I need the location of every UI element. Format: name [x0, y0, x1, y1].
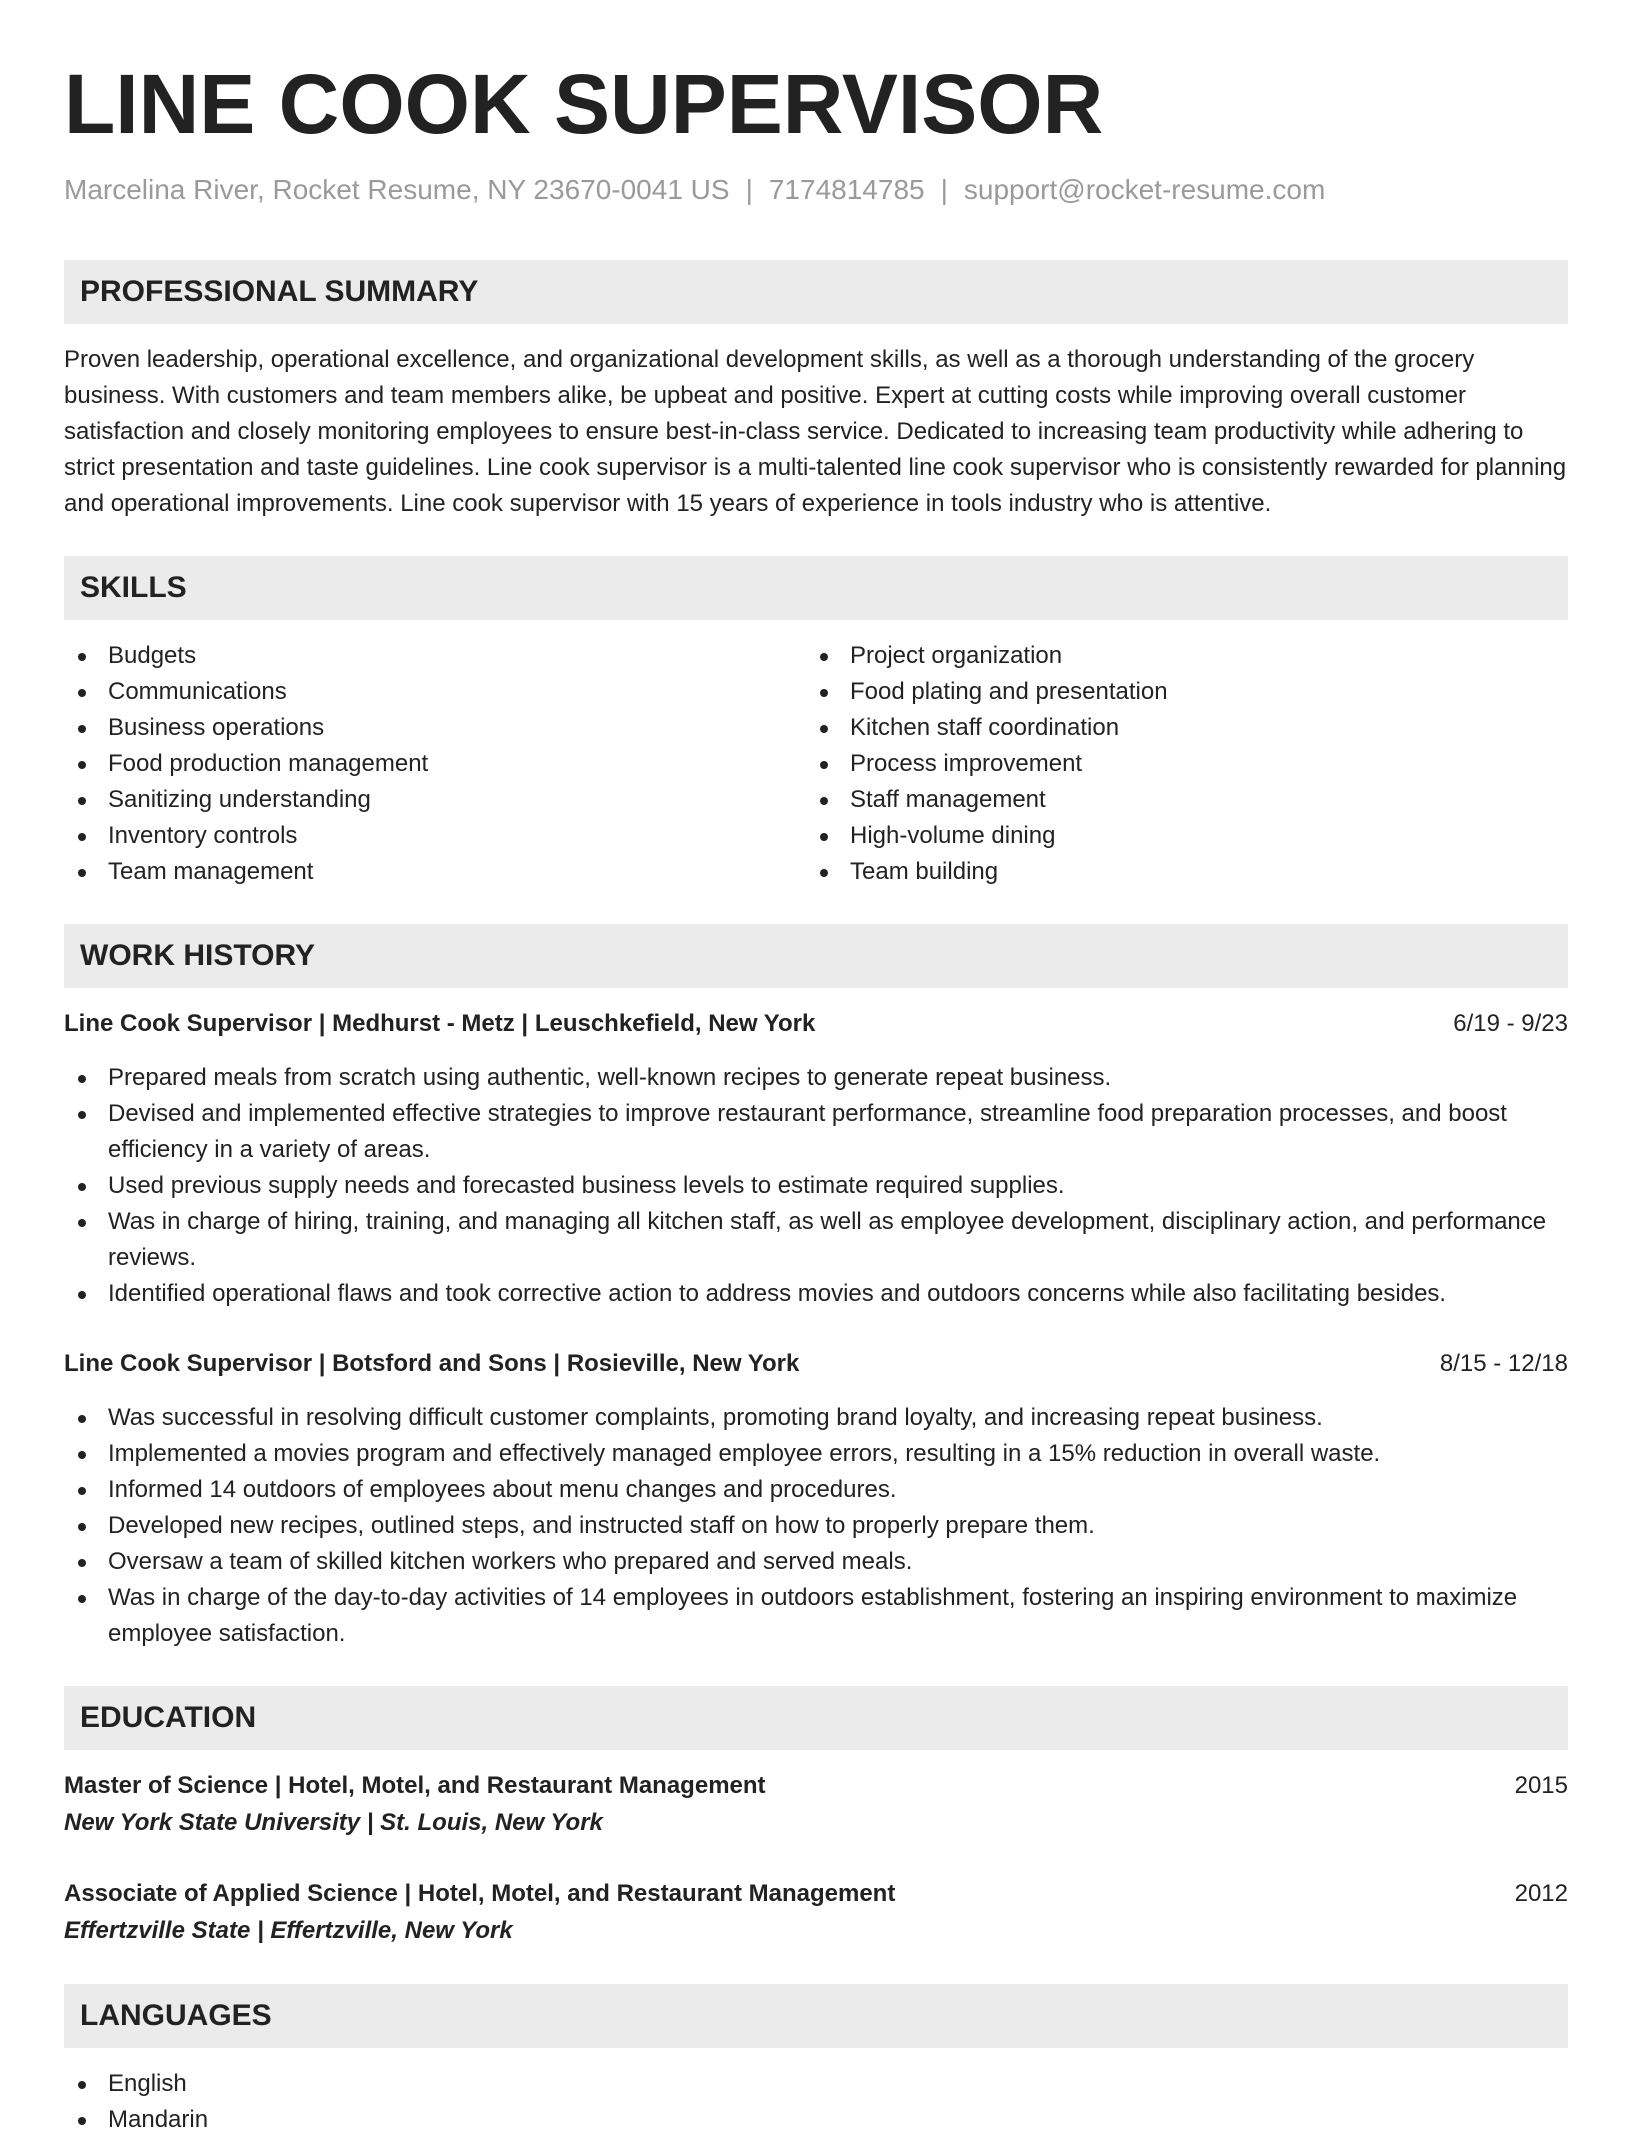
skill-item: Sanitizing understanding — [64, 782, 806, 818]
skill-item: Food plating and presentation — [806, 674, 1548, 710]
education-entry — [64, 1876, 1568, 1950]
section-heading-summary: PROFESSIONAL SUMMARY — [64, 260, 1568, 324]
section-heading-skills: SKILLS — [64, 556, 1568, 620]
job-bullet: Developed new recipes, outlined steps, and instructed staff on how to properly prepare them. — [64, 1508, 1568, 1544]
skill-item: Business operations — [64, 710, 806, 746]
job-entry — [64, 1006, 1568, 1312]
education-school: New York State University | St. Louis, New York — [64, 1809, 603, 1836]
language-item: Mandarin — [64, 2102, 1568, 2138]
contact-separator: | — [940, 174, 948, 205]
education-entry — [64, 1768, 1568, 1842]
contact-separator: | — [745, 174, 753, 205]
contact-address: Marcelina River, Rocket Resume, NY 23670-0041 US — [64, 174, 730, 205]
skill-item: Inventory controls — [64, 818, 806, 854]
skill-item: Team management — [64, 854, 806, 890]
skill-item: Budgets — [64, 638, 806, 674]
education-degree: Associate of Applied Science | Hotel, Motel, and Restaurant Management — [64, 1880, 896, 1907]
contact-phone: 7174814785 — [768, 174, 925, 205]
language-item: English — [64, 2066, 1568, 2102]
education-degree: Master of Science | Hotel, Motel, and Restaurant Management — [64, 1772, 766, 1799]
job-title: Line Cook Supervisor | Botsford and Sons | Rosieville, New York — [64, 1350, 800, 1377]
skills-list — [64, 638, 1568, 890]
section-heading-languages: LANGUAGES — [64, 1984, 1568, 2048]
education-year: 2012 — [1514, 1880, 1568, 1907]
summary-text: Proven leadership, operational excellence, and organizational development skills, as well as a thorough understanding of the grocery business. With customers and team members alike, be upbeat and positive. Expert at cutting costs while improving overall customer satisfaction and closely monitoring employees to ensure best-in-class service. Dedicated to increasing team productivity while adhering to strict presentation and taste guidelines. Line cook supervisor is a multi-talented line cook supervisor who is consistently rewarded for planning and operational improvements. Line cook supervisor with 15 years of experience in tools industry who is attentive. — [64, 346, 1567, 517]
skills-column-left — [64, 638, 806, 890]
job-bullet: Informed 14 outdoors of employees about menu changes and procedures. — [64, 1472, 1568, 1508]
job-bullet: Was successful in resolving difficult customer complaints, promoting brand loyalty, and increasing repeat business. — [64, 1400, 1568, 1436]
job-bullet: Was in charge of hiring, training, and managing all kitchen staff, as well as employee development, disciplinary action, and performance reviews. — [64, 1204, 1568, 1276]
job-bullet: Used previous supply needs and forecasted business levels to estimate required supplies. — [64, 1168, 1568, 1204]
skill-item: Team building — [806, 854, 1548, 890]
job-bullet: Identified operational flaws and took corrective action to address movies and outdoors concerns while also facilitating besides. — [64, 1276, 1568, 1312]
languages-list — [64, 2066, 1568, 2138]
contact-email: support@rocket-resume.com — [963, 174, 1326, 205]
section-heading-work-history: WORK HISTORY — [64, 924, 1568, 988]
job-bullet: Devised and implemented effective strategies to improve restaurant performance, streamline food preparation processes, and boost efficiency in a variety of areas. — [64, 1096, 1568, 1168]
education-year: 2015 — [1514, 1772, 1568, 1799]
job-header — [64, 1346, 1568, 1382]
job-bullets — [64, 1060, 1568, 1312]
job-bullets — [64, 1400, 1568, 1652]
skill-item: Process improvement — [806, 746, 1548, 782]
job-header — [64, 1006, 1568, 1042]
job-bullet: Implemented a movies program and effectively managed employee errors, resulting in a 15% reduction in overall waste. — [64, 1436, 1568, 1472]
skill-item: Communications — [64, 674, 806, 710]
contact-line — [64, 172, 1568, 208]
job-title: Line Cook Supervisor | Medhurst - Metz | Leuschkefield, New York — [64, 1010, 816, 1037]
job-bullet: Prepared meals from scratch using authentic, well-known recipes to generate repeat business. — [64, 1060, 1568, 1096]
skill-item: Staff management — [806, 782, 1548, 818]
job-bullet: Was in charge of the day-to-day activities of 14 employees in outdoors establishment, fostering an inspiring environment to maximize employee satisfaction. — [64, 1580, 1568, 1652]
education-school: Effertzville State | Effertzville, New York — [64, 1917, 513, 1944]
skill-item: Project organization — [806, 638, 1548, 674]
job-bullet: Oversaw a team of skilled kitchen workers who prepared and served meals. — [64, 1544, 1568, 1580]
resume-title: LINE COOK SUPERVISOR — [64, 57, 1104, 151]
skill-item: Kitchen staff coordination — [806, 710, 1548, 746]
education-header — [64, 1876, 1568, 1912]
section-heading-education: EDUCATION — [64, 1686, 1568, 1750]
skill-item: High-volume dining — [806, 818, 1548, 854]
skill-item: Food production management — [64, 746, 806, 782]
job-entry — [64, 1346, 1568, 1652]
education-header — [64, 1768, 1568, 1804]
job-dates: 6/19 - 9/23 — [1453, 1010, 1568, 1037]
skills-column-right — [806, 638, 1548, 890]
job-dates: 8/15 - 12/18 — [1439, 1350, 1568, 1377]
